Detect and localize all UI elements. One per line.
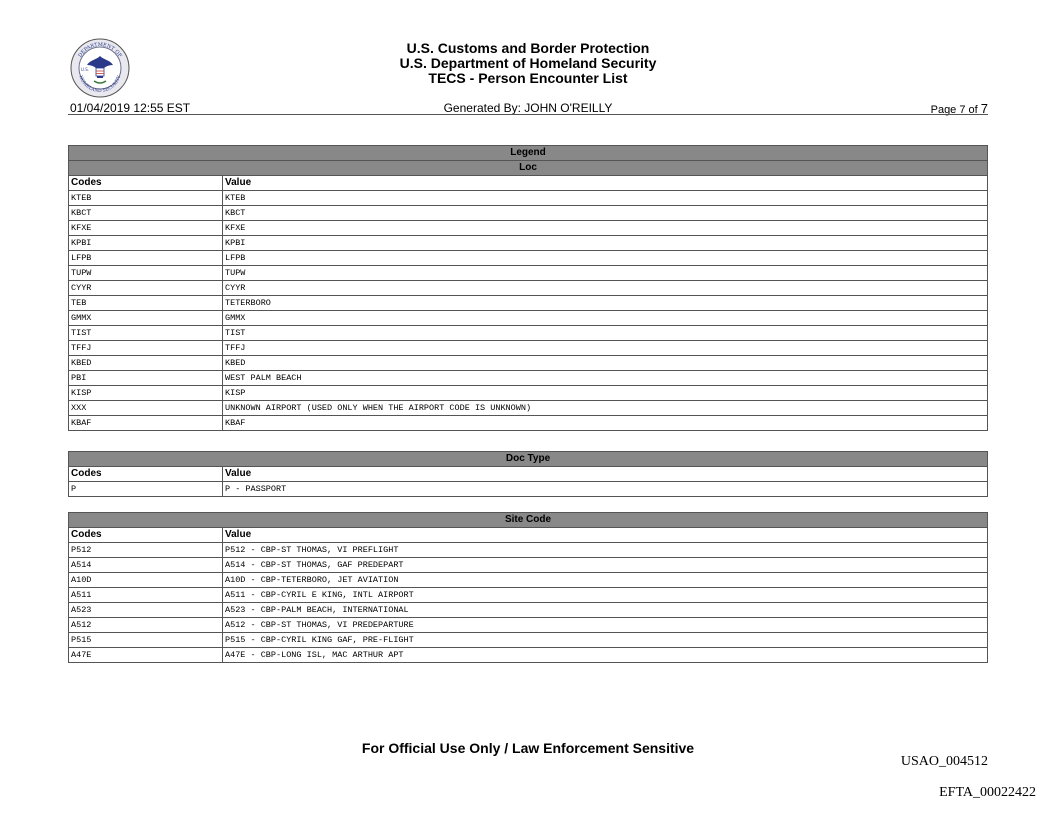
site-value-cell: P515 - CBP-CYRIL KING GAF, PRE-FLIGHT [223, 633, 988, 648]
table-row [69, 588, 988, 603]
loc-value-cell: TUPW [223, 266, 988, 281]
loc-code-cell: KPBI [69, 236, 223, 251]
site-value-cell: A511 - CBP-CYRIL E KING, INTL AIRPORT [223, 588, 988, 603]
legend-site-code-table [68, 512, 988, 663]
table-row [69, 603, 988, 618]
loc-code-cell: KBED [69, 356, 223, 371]
site-code-cell: A514 [69, 558, 223, 573]
table-row [69, 482, 988, 497]
legend-doc-type-table [68, 451, 988, 497]
table-row [69, 266, 988, 281]
official-use-notice: For Official Use Only / Law Enforcement Sensitive [361, 740, 695, 756]
doc-type-codes-header: Codes [69, 467, 223, 482]
loc-code-cell: CYYR [69, 281, 223, 296]
site-code-value-header: Value [223, 528, 988, 543]
table-row [69, 251, 988, 266]
doc-type-value-header: Value [223, 467, 988, 482]
page-label: Page 7 of [930, 104, 978, 116]
loc-value-cell: CYYR [223, 281, 988, 296]
seal-text-bottom: HOMELAND SECURITY [77, 74, 123, 95]
page-total: 7 [980, 101, 988, 116]
table-row [69, 191, 988, 206]
loc-value-cell: KBED [223, 356, 988, 371]
table-row [69, 371, 988, 386]
loc-code-cell: KISP [69, 386, 223, 401]
table-row [69, 236, 988, 251]
loc-codes-header: Codes [69, 176, 223, 191]
table-row [69, 558, 988, 573]
header-divider [68, 114, 988, 115]
legend-loc-table [68, 145, 988, 431]
seal-text-us: U.S. [81, 67, 90, 72]
loc-value-header: Value [223, 176, 988, 191]
doc-type-code-cell: P [69, 482, 223, 497]
report-title: TECS - Person Encounter List [428, 70, 628, 86]
table-row [69, 326, 988, 341]
loc-value-cell: GMMX [223, 311, 988, 326]
loc-value-cell: TFFJ [223, 341, 988, 356]
site-code-codes-header: Codes [69, 528, 223, 543]
site-value-cell: A514 - CBP-ST THOMAS, GAF PREDEPART [223, 558, 988, 573]
loc-code-cell: KTEB [69, 191, 223, 206]
loc-code-cell: TUPW [69, 266, 223, 281]
site-code-cell: P512 [69, 543, 223, 558]
doc-type-section-title: Doc Type [69, 452, 988, 467]
title-line-agency: U.S. Customs and Border Protection [406, 40, 650, 56]
table-row [69, 311, 988, 326]
loc-value-cell: TETERBORO [223, 296, 988, 311]
loc-value-cell: TIST [223, 326, 988, 341]
table-row [69, 341, 988, 356]
table-row [69, 648, 988, 663]
loc-section-title: Loc [69, 161, 988, 176]
legend-title: Legend [69, 146, 988, 161]
site-code-section-title: Site Code [69, 513, 988, 528]
bates-efta-number: EFTA_00022422 [939, 785, 1036, 800]
table-row [69, 543, 988, 558]
site-value-cell: A523 - CBP-PALM BEACH, INTERNATIONAL [223, 603, 988, 618]
table-row [69, 633, 988, 648]
table-row [69, 296, 988, 311]
site-code-cell: A511 [69, 588, 223, 603]
site-code-cell: P515 [69, 633, 223, 648]
loc-value-cell: KBCT [223, 206, 988, 221]
site-code-cell: A10D [69, 573, 223, 588]
loc-value-cell: UNKNOWN AIRPORT (USED ONLY WHEN THE AIRPORT CODE IS UNKNOWN) [223, 401, 988, 416]
loc-value-cell: WEST PALM BEACH [223, 371, 988, 386]
loc-value-cell: KPBI [223, 236, 988, 251]
table-row [69, 401, 988, 416]
site-value-cell: A512 - CBP-ST THOMAS, VI PREDEPARTURE [223, 618, 988, 633]
loc-code-cell: KBCT [69, 206, 223, 221]
table-row [69, 356, 988, 371]
loc-code-cell: PBI [69, 371, 223, 386]
table-row [69, 573, 988, 588]
loc-value-cell: LFPB [223, 251, 988, 266]
seal-text-top: DEPARTMENT OF [77, 41, 123, 59]
loc-value-cell: KISP [223, 386, 988, 401]
loc-code-cell: KBAF [69, 416, 223, 431]
loc-value-cell: KFXE [223, 221, 988, 236]
loc-code-cell: KFXE [69, 221, 223, 236]
loc-code-cell: XXX [69, 401, 223, 416]
table-row [69, 221, 988, 236]
loc-value-cell: KBAF [223, 416, 988, 431]
title-line-department: U.S. Department of Homeland Security [399, 55, 657, 71]
site-code-cell: A512 [69, 618, 223, 633]
generated-by: Generated By: JOHN O'REILLY [443, 101, 613, 115]
loc-code-cell: LFPB [69, 251, 223, 266]
site-code-cell: A47E [69, 648, 223, 663]
table-row [69, 618, 988, 633]
bates-usao-number: USAO_004512 [900, 754, 988, 769]
report-datetime: 01/04/2019 12:55 EST [70, 101, 191, 115]
loc-code-cell: TIST [69, 326, 223, 341]
table-row [69, 281, 988, 296]
table-row [69, 416, 988, 431]
site-value-cell: P512 - CBP-ST THOMAS, VI PREFLIGHT [223, 543, 988, 558]
site-code-cell: A523 [69, 603, 223, 618]
loc-code-cell: TEB [69, 296, 223, 311]
site-value-cell: A10D - CBP-TETERBORO, JET AVIATION [223, 573, 988, 588]
table-row [69, 386, 988, 401]
loc-code-cell: GMMX [69, 311, 223, 326]
doc-type-value-cell: P - PASSPORT [223, 482, 988, 497]
table-row [69, 206, 988, 221]
site-value-cell: A47E - CBP-LONG ISL, MAC ARTHUR APT [223, 648, 988, 663]
loc-code-cell: TFFJ [69, 341, 223, 356]
loc-value-cell: KTEB [223, 191, 988, 206]
